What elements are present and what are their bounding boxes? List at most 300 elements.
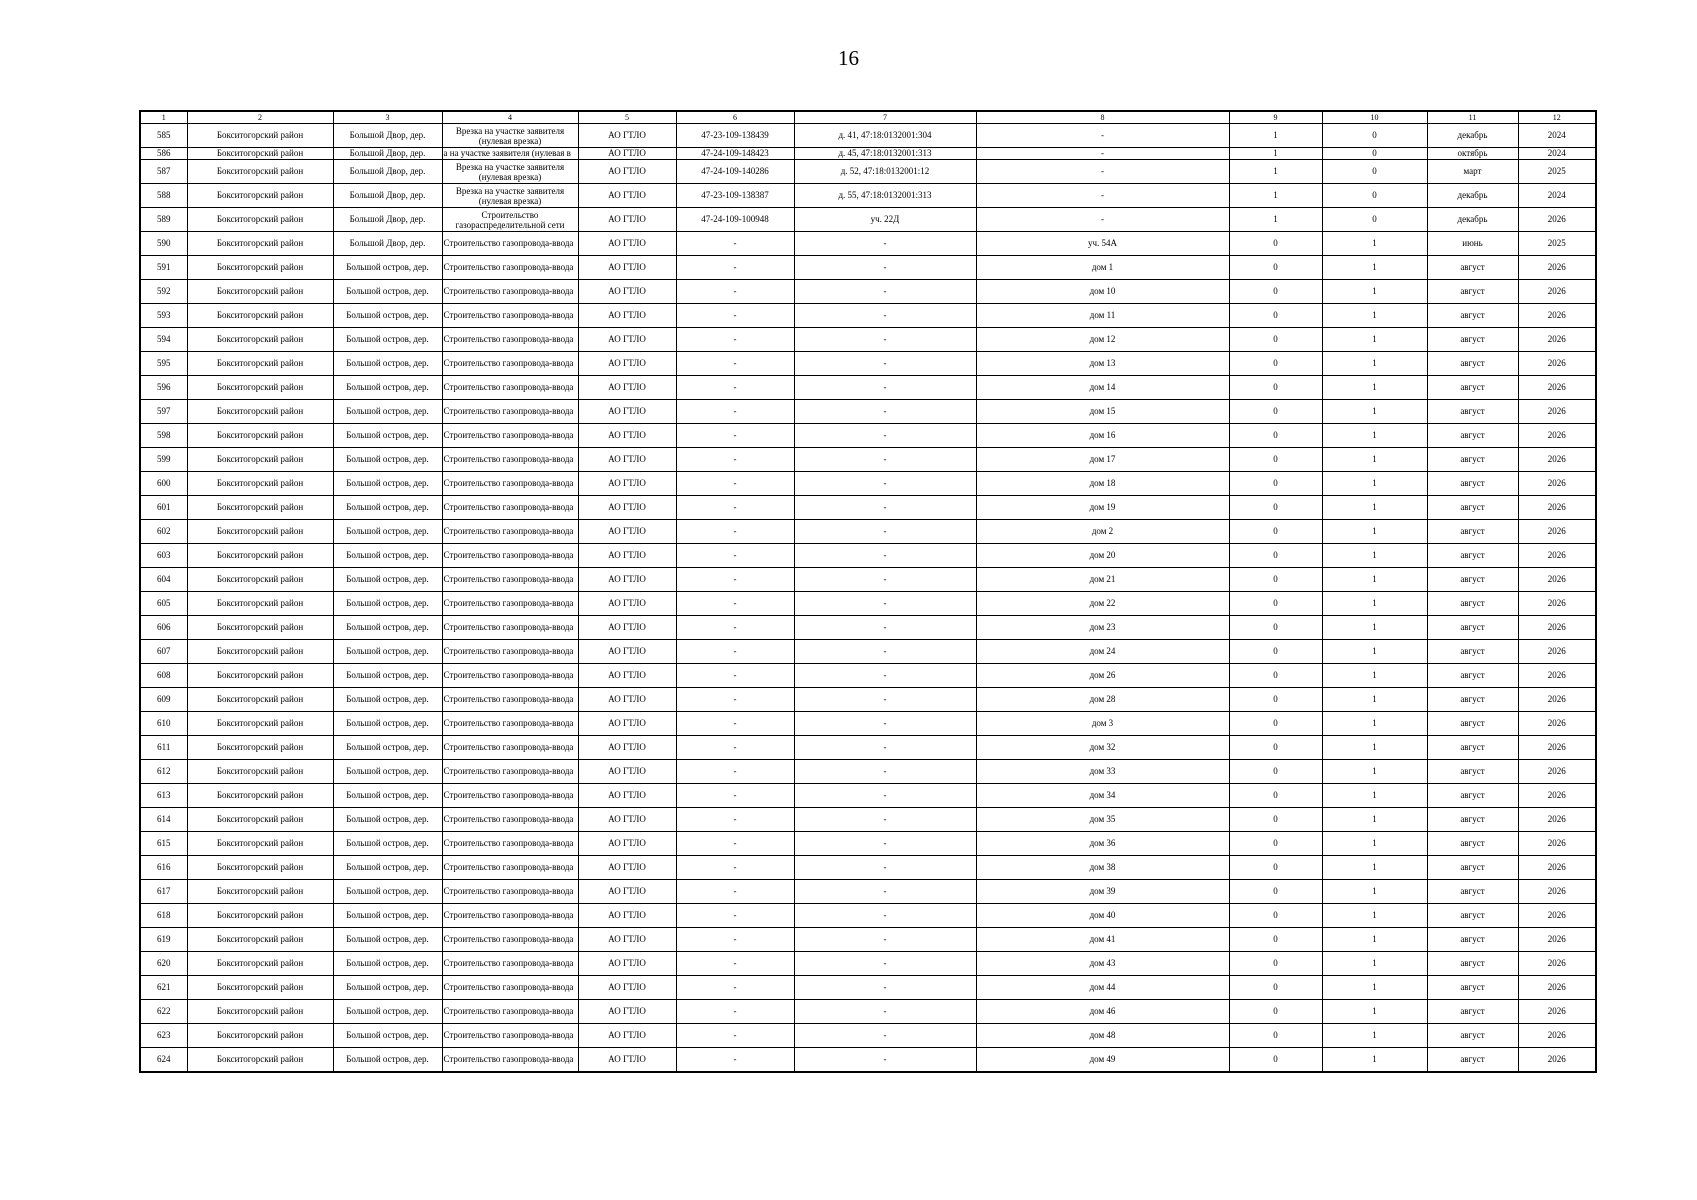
count-a-cell: 0 (1229, 592, 1322, 616)
settlement-cell: Большой Двор, дер. (333, 148, 442, 160)
district-cell: Бокситогорский район (187, 736, 333, 760)
row-number-cell: 620 (140, 952, 187, 976)
year-cell: 2026 (1518, 616, 1596, 640)
column-header: 9 (1229, 111, 1322, 124)
settlement-cell: Большой Двор, дер. (333, 184, 442, 208)
address-cell: - (794, 1000, 976, 1024)
table-row (140, 544, 1596, 568)
request-number-cell: - (676, 784, 794, 808)
object-cell: дом 17 (976, 448, 1229, 472)
organization-cell: АО ГТЛО (578, 760, 676, 784)
object-cell: - (976, 124, 1229, 148)
count-a-cell: 0 (1229, 352, 1322, 376)
count-a-cell: 0 (1229, 232, 1322, 256)
object-cell: дом 36 (976, 832, 1229, 856)
work-type-cell: Строительство газопровода-ввода (442, 616, 578, 640)
column-header: 12 (1518, 111, 1596, 124)
object-cell: дом 18 (976, 472, 1229, 496)
object-cell: - (976, 208, 1229, 232)
object-cell: - (976, 160, 1229, 184)
year-cell: 2026 (1518, 208, 1596, 232)
table-row (140, 448, 1596, 472)
row-number-cell: 623 (140, 1024, 187, 1048)
district-cell: Бокситогорский район (187, 256, 333, 280)
row-number-cell: 597 (140, 400, 187, 424)
month-cell: август (1427, 328, 1518, 352)
request-number-cell: - (676, 328, 794, 352)
district-cell: Бокситогорский район (187, 952, 333, 976)
count-b-cell: 1 (1322, 352, 1427, 376)
work-type-cell: Строительство газопровода-ввода (442, 904, 578, 928)
month-cell: август (1427, 472, 1518, 496)
year-cell: 2026 (1518, 520, 1596, 544)
row-number-cell: 613 (140, 784, 187, 808)
count-b-cell: 1 (1322, 256, 1427, 280)
object-cell: дом 46 (976, 1000, 1229, 1024)
address-cell: - (794, 448, 976, 472)
organization-cell: АО ГТЛО (578, 400, 676, 424)
settlement-cell: Большой остров, дер. (333, 1024, 442, 1048)
district-cell: Бокситогорский район (187, 148, 333, 160)
address-cell: - (794, 976, 976, 1000)
district-cell: Бокситогорский район (187, 400, 333, 424)
year-cell: 2026 (1518, 952, 1596, 976)
row-number-cell: 593 (140, 304, 187, 328)
organization-cell: АО ГТЛО (578, 736, 676, 760)
address-cell: - (794, 880, 976, 904)
count-a-cell: 1 (1229, 160, 1322, 184)
count-b-cell: 1 (1322, 448, 1427, 472)
object-cell: дом 1 (976, 256, 1229, 280)
work-type-cell: Строительство газопровода-ввода (442, 976, 578, 1000)
settlement-cell: Большой Двор, дер. (333, 160, 442, 184)
object-cell: дом 43 (976, 952, 1229, 976)
table-row (140, 736, 1596, 760)
organization-cell: АО ГТЛО (578, 280, 676, 304)
table-row (140, 184, 1596, 208)
request-number-cell: 47-23-109-138387 (676, 184, 794, 208)
row-number-cell: 610 (140, 712, 187, 736)
request-number-cell: 47-23-109-138439 (676, 124, 794, 148)
object-cell: дом 3 (976, 712, 1229, 736)
count-b-cell: 1 (1322, 280, 1427, 304)
table-row (140, 616, 1596, 640)
table-row (140, 232, 1596, 256)
count-b-cell: 1 (1322, 1024, 1427, 1048)
work-type-cell: Строительство газопровода-ввода (442, 952, 578, 976)
address-cell: - (794, 280, 976, 304)
table-row (140, 784, 1596, 808)
month-cell: август (1427, 424, 1518, 448)
count-a-cell: 0 (1229, 496, 1322, 520)
organization-cell: АО ГТЛО (578, 1000, 676, 1024)
count-b-cell: 1 (1322, 328, 1427, 352)
column-header: 5 (578, 111, 676, 124)
count-b-cell: 1 (1322, 400, 1427, 424)
object-cell: дом 26 (976, 664, 1229, 688)
year-cell: 2026 (1518, 304, 1596, 328)
table-row (140, 472, 1596, 496)
year-cell: 2026 (1518, 712, 1596, 736)
work-type-cell: Строительство газопровода-ввода (442, 304, 578, 328)
month-cell: август (1427, 280, 1518, 304)
count-a-cell: 0 (1229, 280, 1322, 304)
count-a-cell: 0 (1229, 448, 1322, 472)
address-cell: - (794, 952, 976, 976)
month-cell: август (1427, 832, 1518, 856)
district-cell: Бокситогорский район (187, 976, 333, 1000)
organization-cell: АО ГТЛО (578, 904, 676, 928)
table-row (140, 664, 1596, 688)
year-cell: 2024 (1518, 124, 1596, 148)
settlement-cell: Большой остров, дер. (333, 448, 442, 472)
count-a-cell: 1 (1229, 148, 1322, 160)
year-cell: 2026 (1518, 808, 1596, 832)
district-cell: Бокситогорский район (187, 448, 333, 472)
work-type-cell: Строительство газопровода-ввода (442, 232, 578, 256)
address-cell: - (794, 352, 976, 376)
work-type-cell: Строительство газопровода-ввода (442, 832, 578, 856)
row-number-cell: 586 (140, 148, 187, 160)
request-number-cell: - (676, 736, 794, 760)
district-cell: Бокситогорский район (187, 688, 333, 712)
table-row (140, 424, 1596, 448)
year-cell: 2025 (1518, 232, 1596, 256)
row-number-cell: 619 (140, 928, 187, 952)
count-a-cell: 0 (1229, 376, 1322, 400)
object-cell: дом 15 (976, 400, 1229, 424)
year-cell: 2026 (1518, 856, 1596, 880)
month-cell: август (1427, 1024, 1518, 1048)
year-cell: 2024 (1518, 148, 1596, 160)
district-cell: Бокситогорский район (187, 664, 333, 688)
table-row (140, 880, 1596, 904)
count-a-cell: 0 (1229, 1024, 1322, 1048)
request-number-cell: - (676, 640, 794, 664)
row-number-cell: 599 (140, 448, 187, 472)
organization-cell: АО ГТЛО (578, 664, 676, 688)
district-cell: Бокситогорский район (187, 208, 333, 232)
row-number-cell: 612 (140, 760, 187, 784)
settlement-cell: Большой остров, дер. (333, 712, 442, 736)
table-row (140, 592, 1596, 616)
request-number-cell: - (676, 1000, 794, 1024)
count-b-cell: 1 (1322, 592, 1427, 616)
settlement-cell: Большой Двор, дер. (333, 208, 442, 232)
work-type-cell: Строительство газопровода-ввода (442, 544, 578, 568)
month-cell: август (1427, 256, 1518, 280)
month-cell: август (1427, 784, 1518, 808)
district-cell: Бокситогорский район (187, 784, 333, 808)
row-number-cell: 600 (140, 472, 187, 496)
month-cell: август (1427, 352, 1518, 376)
request-number-cell: - (676, 232, 794, 256)
count-a-cell: 0 (1229, 1000, 1322, 1024)
district-cell: Бокситогорский район (187, 904, 333, 928)
settlement-cell: Большой остров, дер. (333, 880, 442, 904)
count-a-cell: 0 (1229, 880, 1322, 904)
organization-cell: АО ГТЛО (578, 592, 676, 616)
year-cell: 2025 (1518, 160, 1596, 184)
month-cell: август (1427, 376, 1518, 400)
row-number-cell: 588 (140, 184, 187, 208)
address-cell: - (794, 400, 976, 424)
month-cell: август (1427, 856, 1518, 880)
settlement-cell: Большой Двор, дер. (333, 232, 442, 256)
district-cell: Бокситогорский район (187, 832, 333, 856)
count-a-cell: 0 (1229, 328, 1322, 352)
count-b-cell: 1 (1322, 640, 1427, 664)
year-cell: 2024 (1518, 184, 1596, 208)
row-number-cell: 587 (140, 160, 187, 184)
address-cell: - (794, 376, 976, 400)
object-cell: дом 19 (976, 496, 1229, 520)
address-cell: - (794, 784, 976, 808)
work-type-cell: Строительство газопровода-ввода (442, 688, 578, 712)
count-a-cell: 0 (1229, 904, 1322, 928)
request-number-cell: - (676, 592, 794, 616)
count-b-cell: 1 (1322, 976, 1427, 1000)
district-cell: Бокситогорский район (187, 328, 333, 352)
column-header: 3 (333, 111, 442, 124)
month-cell: август (1427, 544, 1518, 568)
object-cell: дом 21 (976, 568, 1229, 592)
work-type-cell: Строительство газопровода-ввода (442, 856, 578, 880)
request-number-cell: - (676, 424, 794, 448)
work-type-cell: Строительство газопровода-ввода (442, 448, 578, 472)
table-row (140, 124, 1596, 148)
object-cell: дом 22 (976, 592, 1229, 616)
district-cell: Бокситогорский район (187, 616, 333, 640)
address-cell: - (794, 832, 976, 856)
row-number-cell: 604 (140, 568, 187, 592)
object-cell: дом 16 (976, 424, 1229, 448)
work-type-cell: Врезка на участке заявителя (нулевая врезка) (442, 160, 578, 184)
organization-cell: АО ГТЛО (578, 124, 676, 148)
organization-cell: АО ГТЛО (578, 160, 676, 184)
request-number-cell: - (676, 928, 794, 952)
row-number-cell: 592 (140, 280, 187, 304)
month-cell: август (1427, 568, 1518, 592)
table-row (140, 568, 1596, 592)
address-cell: - (794, 1024, 976, 1048)
table-body (140, 124, 1596, 1073)
address-cell: - (794, 568, 976, 592)
organization-cell: АО ГТЛО (578, 616, 676, 640)
work-type-cell: Строительство газопровода-ввода (442, 1048, 578, 1073)
year-cell: 2026 (1518, 832, 1596, 856)
address-cell: - (794, 1048, 976, 1073)
work-type-cell: Строительство газопровода-ввода (442, 520, 578, 544)
object-cell: дом 32 (976, 736, 1229, 760)
table-row (140, 640, 1596, 664)
month-cell: август (1427, 640, 1518, 664)
column-header: 8 (976, 111, 1229, 124)
address-cell: - (794, 328, 976, 352)
district-cell: Бокситогорский район (187, 232, 333, 256)
address-cell: - (794, 616, 976, 640)
address-cell: уч. 22Д (794, 208, 976, 232)
work-type-cell: Строительство газопровода-ввода (442, 1024, 578, 1048)
row-number-cell: 608 (140, 664, 187, 688)
object-cell: - (976, 148, 1229, 160)
month-cell: август (1427, 616, 1518, 640)
district-cell: Бокситогорский район (187, 640, 333, 664)
organization-cell: АО ГТЛО (578, 712, 676, 736)
settlement-cell: Большой остров, дер. (333, 976, 442, 1000)
count-b-cell: 1 (1322, 232, 1427, 256)
count-a-cell: 0 (1229, 928, 1322, 952)
settlement-cell: Большой остров, дер. (333, 760, 442, 784)
table-row (140, 1000, 1596, 1024)
object-cell: дом 48 (976, 1024, 1229, 1048)
month-cell: август (1427, 760, 1518, 784)
column-header: 2 (187, 111, 333, 124)
object-cell: дом 24 (976, 640, 1229, 664)
year-cell: 2026 (1518, 1000, 1596, 1024)
table-row (140, 976, 1596, 1000)
count-b-cell: 1 (1322, 856, 1427, 880)
year-cell: 2026 (1518, 496, 1596, 520)
month-cell: август (1427, 448, 1518, 472)
settlement-cell: Большой остров, дер. (333, 520, 442, 544)
table-row (140, 160, 1596, 184)
organization-cell: АО ГТЛО (578, 376, 676, 400)
request-number-cell: - (676, 352, 794, 376)
settlement-cell: Большой остров, дер. (333, 400, 442, 424)
year-cell: 2026 (1518, 784, 1596, 808)
settlement-cell: Большой остров, дер. (333, 496, 442, 520)
row-number-cell: 615 (140, 832, 187, 856)
table-row (140, 760, 1596, 784)
table-row (140, 712, 1596, 736)
year-cell: 2026 (1518, 400, 1596, 424)
month-cell: август (1427, 304, 1518, 328)
district-cell: Бокситогорский район (187, 712, 333, 736)
work-type-cell: а на участке заявителя (нулевая в (442, 148, 578, 160)
count-b-cell: 1 (1322, 1000, 1427, 1024)
settlement-cell: Большой остров, дер. (333, 856, 442, 880)
year-cell: 2026 (1518, 472, 1596, 496)
count-a-cell: 0 (1229, 568, 1322, 592)
count-a-cell: 0 (1229, 976, 1322, 1000)
object-cell: дом 49 (976, 1048, 1229, 1073)
count-b-cell: 0 (1322, 124, 1427, 148)
year-cell: 2026 (1518, 592, 1596, 616)
month-cell: август (1427, 496, 1518, 520)
settlement-cell: Большой остров, дер. (333, 304, 442, 328)
year-cell: 2026 (1518, 544, 1596, 568)
district-cell: Бокситогорский район (187, 856, 333, 880)
work-type-cell: Врезка на участке заявителя (нулевая врезка) (442, 124, 578, 148)
count-a-cell: 0 (1229, 736, 1322, 760)
count-a-cell: 0 (1229, 304, 1322, 328)
organization-cell: АО ГТЛО (578, 1048, 676, 1073)
organization-cell: АО ГТЛО (578, 784, 676, 808)
month-cell: август (1427, 952, 1518, 976)
request-number-cell: - (676, 520, 794, 544)
row-number-cell: 602 (140, 520, 187, 544)
address-cell: - (794, 664, 976, 688)
row-number-cell: 605 (140, 592, 187, 616)
table-row (140, 808, 1596, 832)
object-cell: дом 14 (976, 376, 1229, 400)
work-type-cell: Строительство газопровода-ввода (442, 640, 578, 664)
row-number-cell: 596 (140, 376, 187, 400)
table-row (140, 496, 1596, 520)
object-cell: дом 38 (976, 856, 1229, 880)
settlement-cell: Большой остров, дер. (333, 688, 442, 712)
count-a-cell: 0 (1229, 712, 1322, 736)
address-cell: д. 41, 47:18:0132001:304 (794, 124, 976, 148)
table-row (140, 904, 1596, 928)
row-number-cell: 607 (140, 640, 187, 664)
settlement-cell: Большой остров, дер. (333, 832, 442, 856)
table-row (140, 856, 1596, 880)
row-number-cell: 622 (140, 1000, 187, 1024)
settlement-cell: Большой остров, дер. (333, 472, 442, 496)
request-number-cell: 47-24-109-140286 (676, 160, 794, 184)
address-cell: - (794, 496, 976, 520)
year-cell: 2026 (1518, 736, 1596, 760)
table-row (140, 952, 1596, 976)
month-cell: июнь (1427, 232, 1518, 256)
request-number-cell: - (676, 712, 794, 736)
request-number-cell: - (676, 1048, 794, 1073)
month-cell: август (1427, 808, 1518, 832)
settlement-cell: Большой остров, дер. (333, 256, 442, 280)
count-b-cell: 1 (1322, 808, 1427, 832)
count-a-cell: 0 (1229, 424, 1322, 448)
work-type-cell: Строительство газопровода-ввода (442, 376, 578, 400)
district-cell: Бокситогорский район (187, 160, 333, 184)
row-number-cell: 617 (140, 880, 187, 904)
object-cell: дом 12 (976, 328, 1229, 352)
address-cell: - (794, 856, 976, 880)
object-cell: дом 34 (976, 784, 1229, 808)
address-cell: - (794, 688, 976, 712)
request-number-cell: - (676, 688, 794, 712)
count-a-cell: 0 (1229, 520, 1322, 544)
address-cell: - (794, 232, 976, 256)
organization-cell: АО ГТЛО (578, 808, 676, 832)
request-number-cell: - (676, 664, 794, 688)
settlement-cell: Большой остров, дер. (333, 952, 442, 976)
month-cell: август (1427, 904, 1518, 928)
count-a-cell: 0 (1229, 856, 1322, 880)
request-number-cell: - (676, 496, 794, 520)
month-cell: август (1427, 928, 1518, 952)
count-b-cell: 0 (1322, 208, 1427, 232)
organization-cell: АО ГТЛО (578, 640, 676, 664)
organization-cell: АО ГТЛО (578, 208, 676, 232)
page-number: 16 (838, 46, 859, 70)
count-b-cell: 1 (1322, 472, 1427, 496)
district-cell: Бокситогорский район (187, 568, 333, 592)
request-number-cell: - (676, 448, 794, 472)
organization-cell: АО ГТЛО (578, 928, 676, 952)
settlement-cell: Большой остров, дер. (333, 784, 442, 808)
table-row (140, 400, 1596, 424)
object-cell: дом 11 (976, 304, 1229, 328)
count-b-cell: 1 (1322, 952, 1427, 976)
column-header: 6 (676, 111, 794, 124)
work-type-cell: Строительство газопровода-ввода (442, 328, 578, 352)
count-a-cell: 0 (1229, 1048, 1322, 1073)
month-cell: октябрь (1427, 148, 1518, 160)
address-cell: - (794, 712, 976, 736)
column-header: 10 (1322, 111, 1427, 124)
